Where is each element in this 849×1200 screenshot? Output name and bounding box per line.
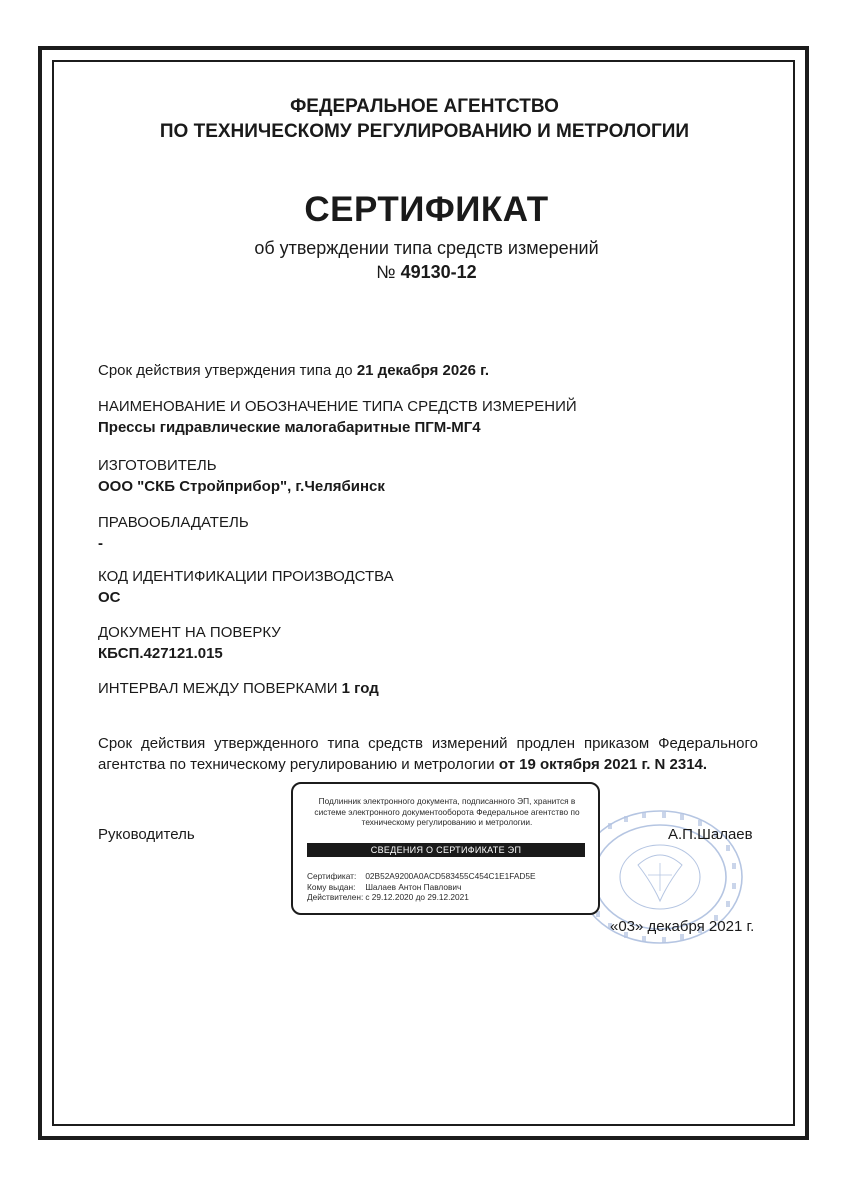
valid-row (307, 892, 587, 903)
certificate-number (0, 262, 849, 283)
type-name-value: Прессы гидравлические малогабаритные ПГМ-МГ4 (98, 419, 481, 436)
e-signature-header: СВЕДЕНИЯ О СЕРТИФИКАТЕ ЭП (307, 843, 585, 857)
type-name-section (98, 396, 577, 438)
issue-date: «03» декабря 2021 г. (610, 918, 755, 935)
signer-name: А.П.Шалаев (668, 826, 753, 843)
production-code-section (98, 566, 394, 608)
production-code-value: ОС (98, 589, 121, 606)
issued-to-value: Шалаев Антон Павлович (365, 881, 462, 892)
issued-to-label: Кому выдан: (307, 881, 356, 892)
agency-line-1: ФЕДЕРАЛЬНОЕ АГЕНТСТВО (290, 96, 559, 117)
rights-holder-label: ПРАВООБЛАДАТЕЛЬ (98, 514, 249, 531)
valid-label: Действителен: (307, 892, 364, 902)
interval-label: ИНТЕРВАЛ МЕЖДУ ПОВЕРКАМИ (98, 680, 338, 697)
cert-row (307, 871, 587, 882)
interval-value: 1 год (341, 680, 379, 697)
number-prefix: № (376, 262, 396, 282)
manufacturer-value: ООО "СКБ Стройприбор", г.Челябинск (98, 478, 385, 495)
type-name-label: НАИМЕНОВАНИЕ И ОБОЗНАЧЕНИЕ ТИПА СРЕДСТВ ИЗМЕРЕНИЙ (98, 398, 577, 415)
rights-holder-value: - (98, 535, 103, 552)
certificate-title: СЕРТИФИКАТ (304, 190, 549, 229)
extension-line-2-text: агентства по техническому регулированию и метрологии (98, 756, 495, 773)
production-code-label: КОД ИДЕНТИФИКАЦИИ ПРОИЗВОДСТВА (98, 568, 394, 585)
issued-to-row (307, 882, 587, 893)
e-signature-details (307, 871, 587, 903)
extension-paragraph (98, 733, 758, 775)
extension-order: от 19 октября 2021 г. N 2314. (498, 756, 708, 773)
interval-line (98, 678, 379, 699)
agency-line-2: ПО ТЕХНИЧЕСКОМУ РЕГУЛИРОВАНИЮ И МЕТРОЛОГИИ (159, 121, 690, 142)
agency-header (0, 94, 849, 144)
validity-label: Срок действия утверждения типа до (98, 362, 353, 379)
validity-date: 21 декабря 2026 г. (356, 362, 489, 379)
e-signature-box (291, 782, 600, 915)
rights-holder-section (98, 512, 249, 554)
validity-line (98, 360, 489, 381)
signer-role: Руководитель (98, 826, 195, 843)
verification-doc-section (98, 622, 281, 664)
cert-label: Сертификат: (307, 871, 357, 881)
e-signature-note: Подлинник электронного документа, подписанного ЭП, хранится в системе электронного документооборота Федеральное агентство по техническому регулированию и метрологии. (314, 796, 580, 827)
valid-value: с 29.12.2020 до 29.12.2021 (365, 892, 469, 902)
manufacturer-section (98, 455, 385, 497)
verification-doc-value: КБСП.427121.015 (98, 645, 223, 662)
extension-line-1: Срок действия утвержденного типа средств измерений продлен приказом Федерального (98, 735, 758, 752)
cert-value: 02B52A9200A0ACD583455C454C1E1FAD5E (365, 871, 536, 881)
manufacturer-label: ИЗГОТОВИТЕЛЬ (98, 457, 217, 474)
certificate-subtitle: об утверждении типа средств измерений (254, 238, 599, 258)
verification-doc-label: ДОКУМЕНТ НА ПОВЕРКУ (98, 624, 281, 641)
number-value: 49130-12 (400, 262, 477, 282)
